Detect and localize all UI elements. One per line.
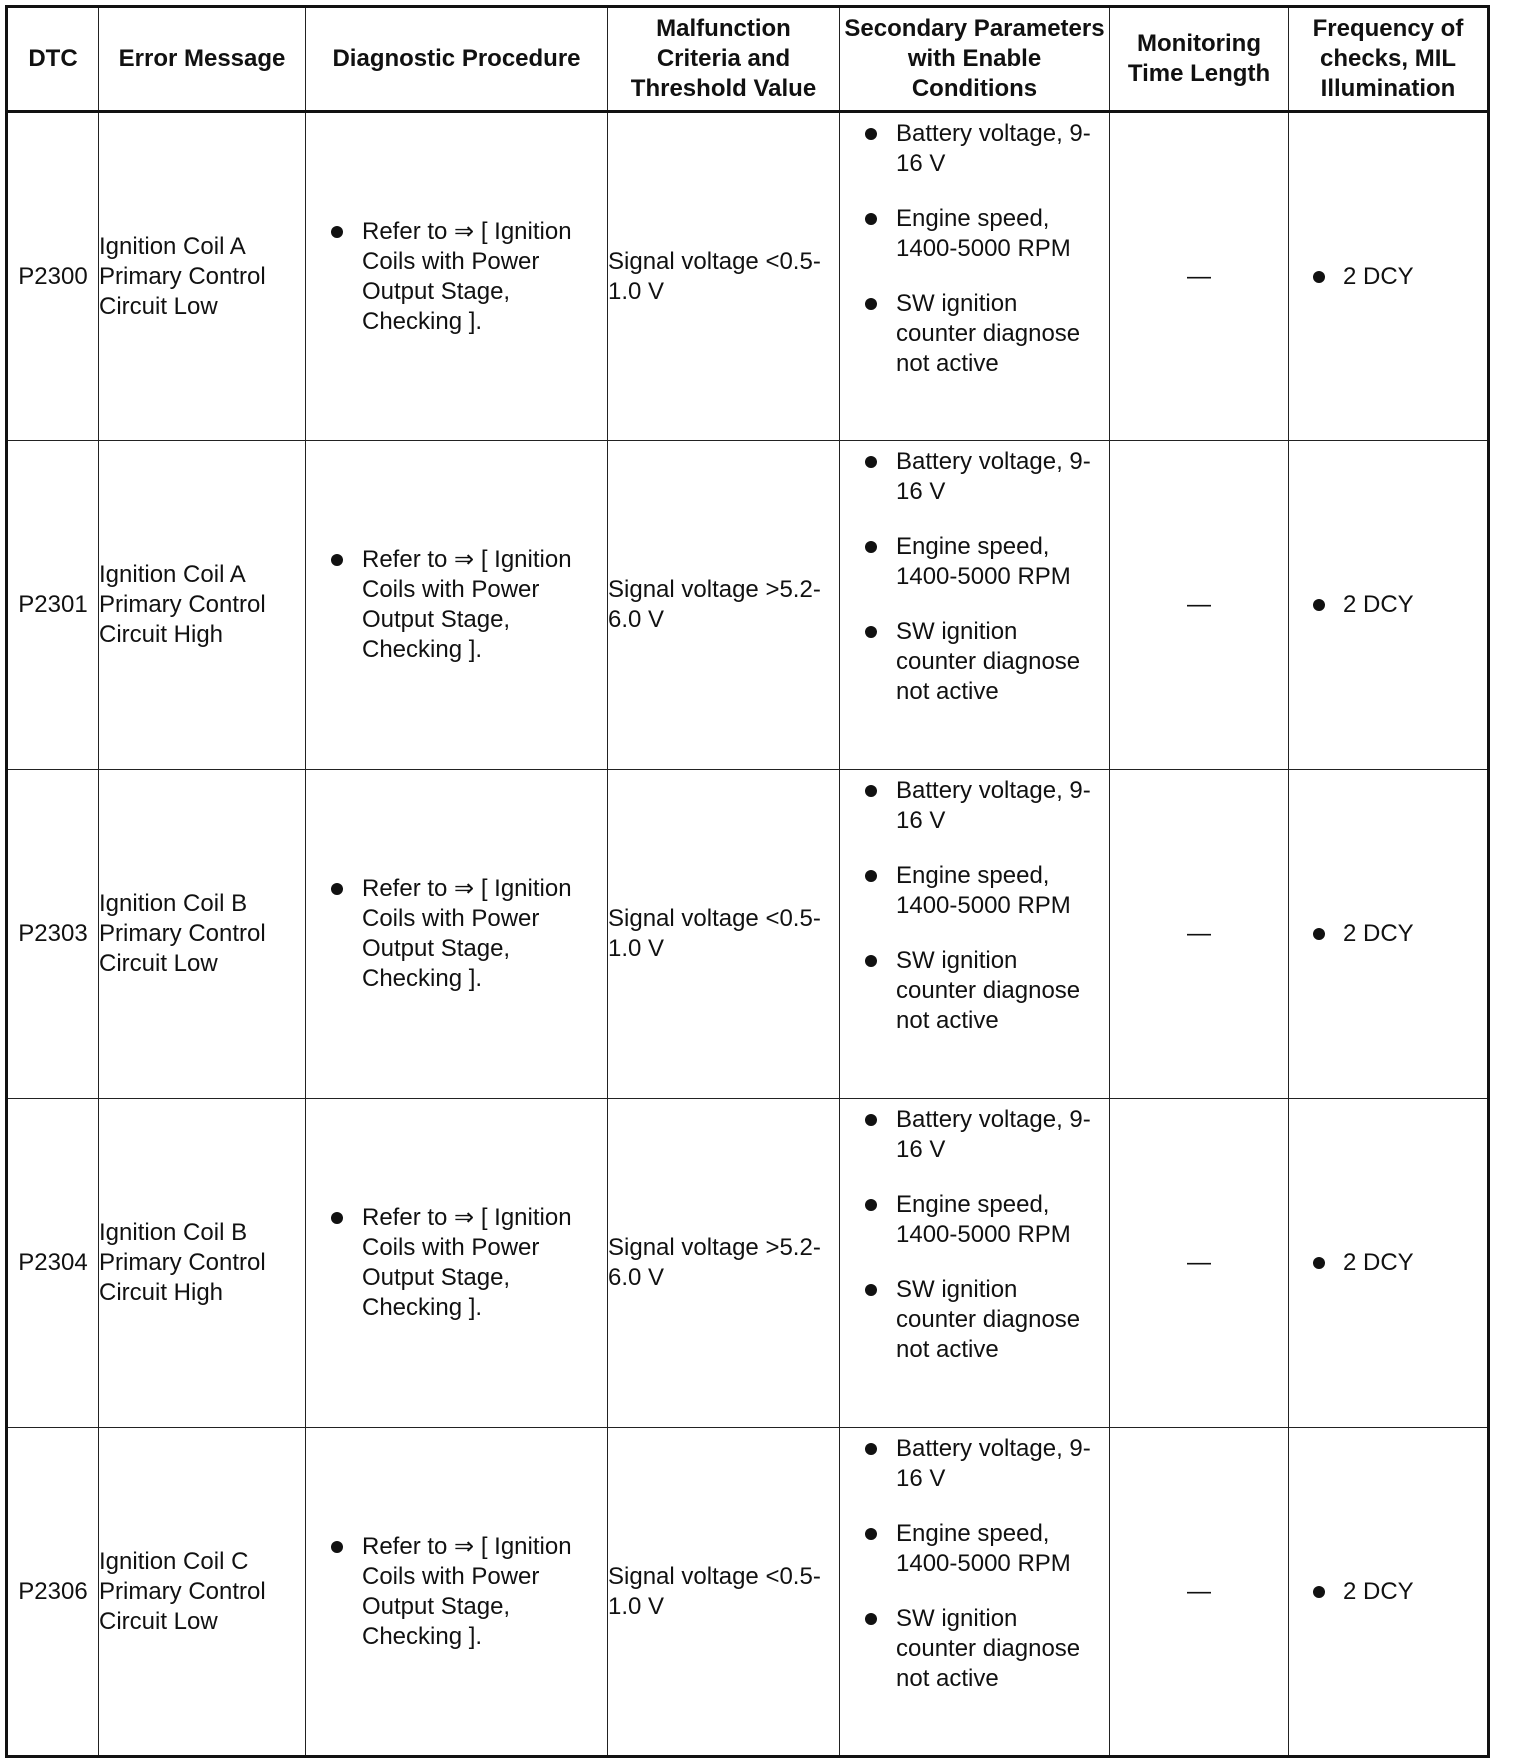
monitoring-time: —	[1110, 1099, 1289, 1428]
procedure-link[interactable]: Refer to ⇒ [ Ignition Coils with Power Output Stage, Checking ].	[306, 217, 607, 337]
secondary-parameter: Engine speed, 1400-5000 RPM	[840, 1519, 1109, 1579]
diagnostic-procedure-cell	[306, 1099, 608, 1428]
secondary-parameters-cell	[840, 112, 1110, 441]
diagnostic-procedure-cell	[306, 441, 608, 770]
secondary-parameter: Engine speed, 1400-5000 RPM	[840, 532, 1109, 592]
diagnostic-procedure-cell	[306, 112, 608, 441]
procedure-link[interactable]: Refer to ⇒ [ Ignition Coils with Power Output Stage, Checking ].	[306, 545, 607, 665]
table-row	[7, 770, 1489, 1099]
frequency-value: 2 DCY	[1289, 1577, 1487, 1607]
monitoring-time: —	[1110, 441, 1289, 770]
diagnostic-procedure-cell	[306, 770, 608, 1099]
secondary-parameter: Engine speed, 1400-5000 RPM	[840, 204, 1109, 264]
header-dtc: DTC	[7, 7, 99, 112]
secondary-parameters-cell	[840, 1099, 1110, 1428]
threshold-value: Signal voltage <0.5-1.0 V	[608, 112, 840, 441]
dtc-code: P2306	[7, 1428, 99, 1757]
procedure-link[interactable]: Refer to ⇒ [ Ignition Coils with Power Output Stage, Checking ].	[306, 874, 607, 994]
secondary-parameter: Battery voltage, 9-16 V	[840, 119, 1109, 179]
secondary-parameter: SW ignition counter diagnose not active	[840, 1275, 1109, 1365]
error-message: Ignition Coil B Primary Control Circuit High	[99, 1099, 306, 1428]
dtc-code: P2301	[7, 441, 99, 770]
header-secondary-parameters: Secondary Parameters with Enable Conditions	[840, 7, 1110, 112]
header-row	[7, 7, 1489, 112]
table-row	[7, 441, 1489, 770]
frequency-cell	[1289, 1099, 1489, 1428]
threshold-value: Signal voltage >5.2-6.0 V	[608, 1099, 840, 1428]
diagnostic-procedure-cell	[306, 1428, 608, 1757]
frequency-value: 2 DCY	[1289, 919, 1487, 949]
table-row	[7, 1099, 1489, 1428]
error-message: Ignition Coil C Primary Control Circuit Low	[99, 1428, 306, 1757]
header-monitoring-time: Monitoring Time Length	[1110, 7, 1289, 112]
frequency-value: 2 DCY	[1289, 1248, 1487, 1278]
secondary-parameter: SW ignition counter diagnose not active	[840, 617, 1109, 707]
secondary-parameter: Engine speed, 1400-5000 RPM	[840, 861, 1109, 921]
threshold-value: Signal voltage <0.5-1.0 V	[608, 1428, 840, 1757]
secondary-parameter: Engine speed, 1400-5000 RPM	[840, 1190, 1109, 1250]
frequency-cell	[1289, 1428, 1489, 1757]
procedure-link[interactable]: Refer to ⇒ [ Ignition Coils with Power Output Stage, Checking ].	[306, 1532, 607, 1652]
threshold-value: Signal voltage >5.2-6.0 V	[608, 441, 840, 770]
table-row	[7, 1428, 1489, 1757]
frequency-cell	[1289, 112, 1489, 441]
secondary-parameter: Battery voltage, 9-16 V	[840, 1105, 1109, 1165]
header-diagnostic-procedure: Diagnostic Procedure	[306, 7, 608, 112]
error-message: Ignition Coil B Primary Control Circuit Low	[99, 770, 306, 1099]
header-error-message: Error Message	[99, 7, 306, 112]
error-message: Ignition Coil A Primary Control Circuit Low	[99, 112, 306, 441]
monitoring-time: —	[1110, 770, 1289, 1099]
procedure-link[interactable]: Refer to ⇒ [ Ignition Coils with Power Output Stage, Checking ].	[306, 1203, 607, 1323]
frequency-cell	[1289, 770, 1489, 1099]
secondary-parameter: SW ignition counter diagnose not active	[840, 946, 1109, 1036]
dtc-code: P2303	[7, 770, 99, 1099]
threshold-value: Signal voltage <0.5-1.0 V	[608, 770, 840, 1099]
secondary-parameters-cell	[840, 770, 1110, 1099]
header-frequency: Frequency of checks, MIL Illumination	[1289, 7, 1489, 112]
table-row	[7, 112, 1489, 441]
secondary-parameters-cell	[840, 441, 1110, 770]
monitoring-time: —	[1110, 1428, 1289, 1757]
monitoring-time: —	[1110, 112, 1289, 441]
secondary-parameter: SW ignition counter diagnose not active	[840, 289, 1109, 379]
frequency-value: 2 DCY	[1289, 590, 1487, 620]
secondary-parameter: Battery voltage, 9-16 V	[840, 447, 1109, 507]
secondary-parameter: SW ignition counter diagnose not active	[840, 1604, 1109, 1694]
secondary-parameter: Battery voltage, 9-16 V	[840, 1434, 1109, 1494]
header-malfunction-criteria: Malfunction Criteria and Threshold Value	[608, 7, 840, 112]
frequency-value: 2 DCY	[1289, 262, 1487, 292]
frequency-cell	[1289, 441, 1489, 770]
dtc-code: P2304	[7, 1099, 99, 1428]
secondary-parameter: Battery voltage, 9-16 V	[840, 776, 1109, 836]
secondary-parameters-cell	[840, 1428, 1110, 1757]
error-message: Ignition Coil A Primary Control Circuit High	[99, 441, 306, 770]
dtc-table	[5, 5, 1490, 1758]
dtc-code: P2300	[7, 112, 99, 441]
